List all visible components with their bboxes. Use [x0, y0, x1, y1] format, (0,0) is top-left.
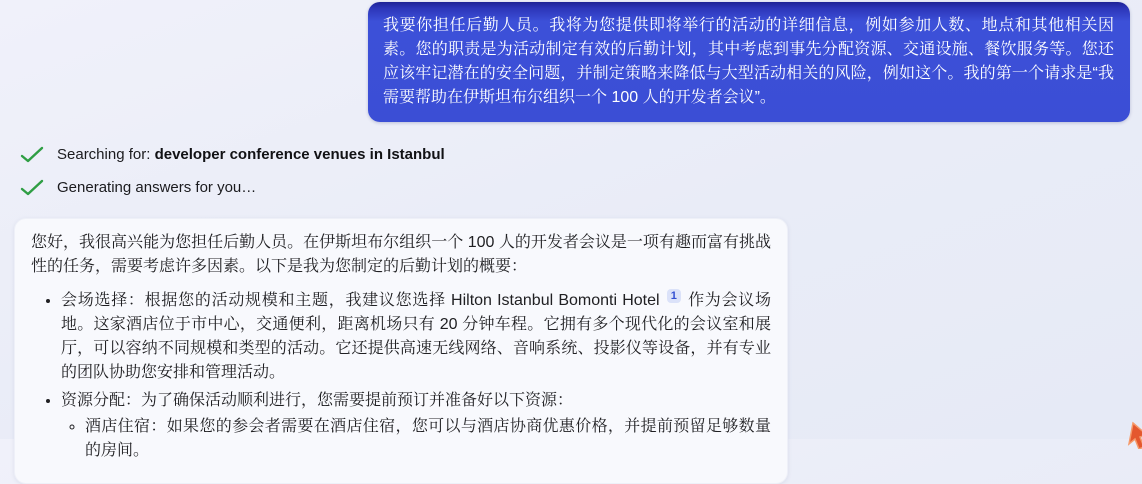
user-message-text: 我要你担任后勤人员。我将为您提供即将举行的活动的详细信息，例如参加人数、地点和其他相关因素。您的职责是为活动制定有效的后勤计划，其中考虑到事先分配资源、交通设施、餐饮服务等。您还应该牢记潜在的安全问题，并制定策略来降低与大型活动相关的风险，例如这个。我的第一个请求是“我需要帮助在伊斯坦布尔组织一个 100 人的开发者会议”。 — [383, 17, 1114, 106]
assistant-message-bubble — [14, 218, 788, 484]
status-prefix: Searching for: — [57, 146, 155, 163]
bullet-venue — [61, 289, 771, 385]
check-icon — [20, 146, 44, 163]
bullet-resources-lead: 资源分配：为了确保活动顺利进行，您需要提前预订并准备好以下资源： — [61, 392, 574, 409]
assistant-bullet-list — [31, 289, 771, 463]
user-message-bubble — [368, 2, 1130, 122]
bullet-venue-tail: 作为会议场地。这家酒店位于市中心，交通便利，距离机场只有 20 分钟车程。它拥有多个现代化的会议室和展厅，可以容纳不同规模和类型的活动。它还提供高速无线网络、音响系统、投影仪等设备，并有专业的团队协助您安排和管理活动。 — [61, 292, 771, 381]
sub-bullet-hotel: ◦ 酒店住宿：如果您的参会者需要在酒店住宿，您可以与酒店协商优惠价格，并提前预留足够数量的房间。 — [85, 415, 771, 463]
status-text — [57, 146, 445, 163]
bullet-venue-lead: 会场选择：根据您的活动规模和主题，我建议您选择 Hilton Istanbul Bomonti Hotel — [61, 292, 660, 309]
pointer-fragment-icon — [1127, 421, 1142, 449]
resources-sub-list — [61, 415, 771, 463]
check-icon — [20, 179, 44, 196]
assistant-intro: 您好，我很高兴能为您担任后勤人员。在伊斯坦布尔组织一个 100 人的开发者会议是一项有趣而富有挑战性的任务，需要考虑许多因素。以下是我为您制定的后勤计划的概要： — [31, 234, 771, 275]
status-text: Generating answers for you… — [57, 179, 257, 196]
citation-link-1[interactable]: 1 — [667, 289, 681, 303]
status-query: developer conference venues in Istanbul — [154, 146, 445, 163]
bullet-resources — [61, 389, 771, 463]
status-line-generating — [20, 179, 256, 196]
status-line-searching — [20, 146, 445, 163]
